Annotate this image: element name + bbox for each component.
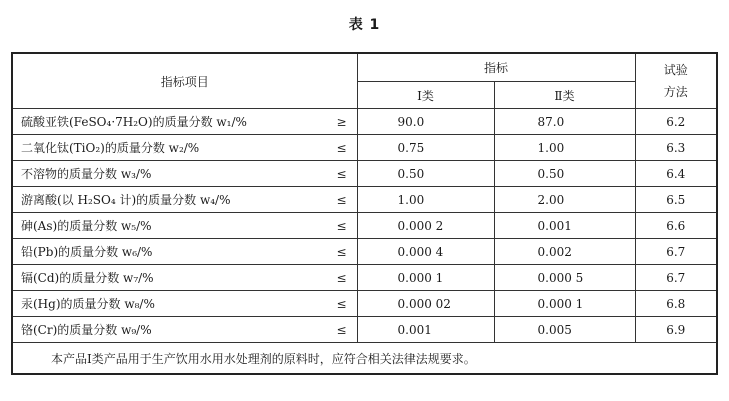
item-label: 游离酸(以 H₂SO₄ 计)的质量分数 w₄/% — [21, 193, 231, 207]
header-item: 指标项目 — [12, 53, 357, 109]
item-label: 铅(Pb)的质量分数 w₆/% — [21, 245, 153, 259]
item-label: 铬(Cr)的质量分数 w₉/% — [21, 323, 152, 337]
grade1-value: 0.000 1 — [357, 265, 494, 291]
grade2-value: 0.50 — [494, 161, 635, 187]
grade2-value: 2.00 — [494, 187, 635, 213]
method-value: 6.3 — [635, 135, 717, 161]
method-value: 6.4 — [635, 161, 717, 187]
grade1-value: 0.000 02 — [357, 291, 494, 317]
header-method-line2: 方法 — [663, 85, 688, 99]
grade2-value: 0.000 5 — [494, 265, 635, 291]
item-cell — [12, 239, 357, 265]
method-value: 6.5 — [635, 187, 717, 213]
header-method — [635, 53, 717, 109]
header-method-line1: 试验 — [663, 63, 688, 77]
spec-table-container — [11, 52, 718, 375]
item-cell — [12, 135, 357, 161]
method-value: 6.8 — [635, 291, 717, 317]
item-label: 砷(As)的质量分数 w₅/% — [21, 219, 152, 233]
item-label: 不溶物的质量分数 w₃/% — [21, 167, 152, 181]
item-cell — [12, 291, 357, 317]
method-value: 6.6 — [635, 213, 717, 239]
grade1-value: 1.00 — [357, 187, 494, 213]
grade1-value: 0.75 — [357, 135, 494, 161]
item-operator: ≤ — [336, 140, 347, 155]
grade2-value: 0.001 — [494, 213, 635, 239]
item-label: 二氧化钛(TiO₂)的质量分数 w₂/% — [21, 141, 200, 155]
method-value: 6.7 — [635, 265, 717, 291]
item-operator: ≤ — [336, 322, 347, 337]
item-operator: ≤ — [336, 192, 347, 207]
method-value: 6.7 — [635, 239, 717, 265]
item-cell — [12, 265, 357, 291]
item-operator: ≤ — [336, 218, 347, 233]
spec-table — [11, 52, 718, 375]
item-label: 硫酸亚铁(FeSO₄·7H₂O)的质量分数 w₁/% — [21, 115, 247, 129]
table-row — [12, 239, 717, 265]
item-operator: ≤ — [336, 296, 347, 311]
table-row — [12, 109, 717, 135]
grade2-value: 0.005 — [494, 317, 635, 343]
grade2-value: 1.00 — [494, 135, 635, 161]
table-title: 表 1 — [348, 17, 381, 33]
method-value: 6.9 — [635, 317, 717, 343]
grade1-value: 0.50 — [357, 161, 494, 187]
grade2-value: 0.000 1 — [494, 291, 635, 317]
grade1-value: 0.001 — [357, 317, 494, 343]
item-label: 汞(Hg)的质量分数 w₈/% — [21, 297, 155, 311]
header-spec: 指标 — [357, 53, 635, 82]
table-row — [12, 213, 717, 239]
item-operator: ≤ — [336, 270, 347, 285]
header-grade1: Ⅰ类 — [357, 82, 494, 109]
grade1-value: 0.000 4 — [357, 239, 494, 265]
table-row — [12, 187, 717, 213]
item-cell — [12, 161, 357, 187]
item-operator: ≤ — [336, 166, 347, 181]
item-cell — [12, 187, 357, 213]
table-row — [12, 161, 717, 187]
item-cell — [12, 109, 357, 135]
table-row — [12, 265, 717, 291]
item-cell — [12, 317, 357, 343]
grade2-value: 87.0 — [494, 109, 635, 135]
grade1-value: 0.000 2 — [357, 213, 494, 239]
item-operator: ≥ — [336, 114, 347, 129]
table-row — [12, 135, 717, 161]
item-operator: ≤ — [336, 244, 347, 259]
item-cell — [12, 213, 357, 239]
header-grade2: Ⅱ类 — [494, 82, 635, 109]
table-row — [12, 317, 717, 343]
grade2-value: 0.002 — [494, 239, 635, 265]
table-row — [12, 291, 717, 317]
table-footnote: 本产品Ⅰ类产品用于生产饮用水用水处理剂的原料时，应符合相关法律法规要求。 — [12, 343, 717, 375]
method-value: 6.2 — [635, 109, 717, 135]
grade1-value: 90.0 — [357, 109, 494, 135]
item-label: 镉(Cd)的质量分数 w₇/% — [21, 271, 154, 285]
